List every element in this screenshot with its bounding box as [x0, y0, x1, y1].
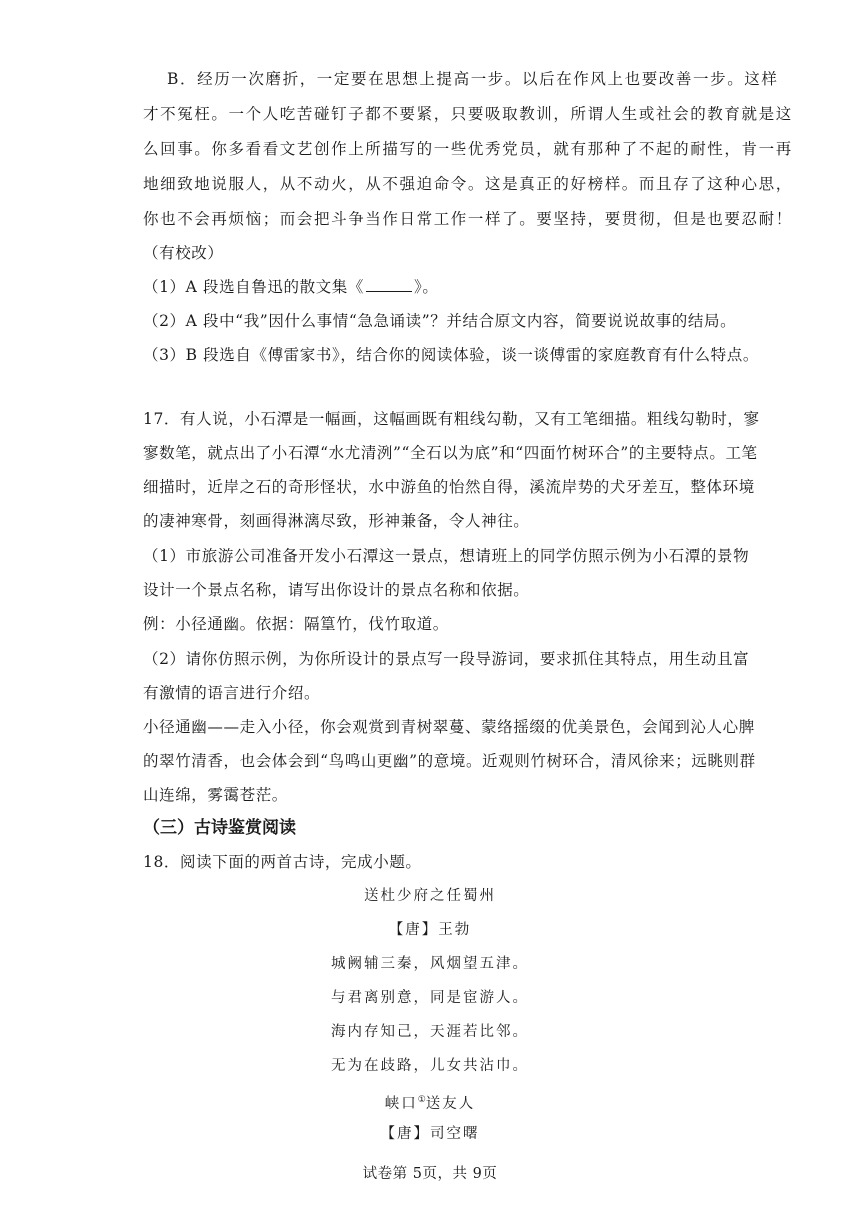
page-number: 试卷第 5页，共 9页 [362, 1166, 498, 1182]
poem2-title [0, 1090, 860, 1114]
poem1-line-1: 城阙辅三秦，风烟望五津。 [331, 956, 529, 972]
answer-blank [366, 277, 412, 292]
poem2-author: 【唐】司空曙 [380, 1126, 480, 1142]
section-heading: （三）古诗鉴赏阅读 [143, 818, 296, 838]
q17-intro-line-3: 细描时，近岸之石的奇形怪状，水中游鱼的怡然自得，溪流岸势的犬牙差互，整体环境 [143, 478, 755, 496]
passage-b-line-5: 你也不会再烦恼；而会把斗争当作日常工作一样了。要坚持，要贯彻，但是也要忍耐！ [143, 210, 793, 228]
q17-example: 例：小径通幽。依据：隔篁竹，伐竹取道。 [143, 615, 449, 633]
passage-b-line-3: 么回事。你多看看文艺创作上所描写的一些优秀党员，就有那种了不起的耐性，肯一再 [143, 140, 793, 158]
passage-b-note: （有校改） [143, 244, 224, 262]
q17-sub2-line-2: 有激情的语言进行介绍。 [143, 684, 321, 702]
poem1-line-3: 海内存知己，天涯若比邻。 [331, 1024, 529, 1040]
q17-intro-line-2: 寥数笔，就点出了小石潭“水尤清洌”“全石以为底”和“四面竹树环合”的主要特点。工笔 [143, 444, 758, 462]
q16-sub1-end: 》。 [413, 278, 439, 296]
poem2-title-end: 送友人 [425, 1095, 476, 1112]
poem1-line-4: 无为在歧路，儿女共沾巾。 [331, 1058, 529, 1074]
q16-sub1 [143, 277, 723, 297]
q17-sample-line-1: 小径通幽——走入小径，你会观赏到青树翠蔓、蒙络摇缀的优美景色，会闻到沁人心脾 [143, 718, 755, 736]
passage-b-line-1: B．经历一次磨折，一定要在思想上提高一步。以后在作风上也要改善一步。这样 [167, 70, 779, 88]
q17-sample-line-3: 山连绵，雾霭苍茫。 [143, 786, 288, 804]
q17-intro-line-4: 的凄神寒骨，刻画得淋漓尽致，形神兼备，令人神往。 [143, 512, 530, 530]
q18-intro: 18．阅读下面的两首古诗，完成小题。 [143, 853, 422, 871]
passage-b-line-4: 地细致地说服人，从不动火，从不强迫命令。这是真正的好榜样。而且存了这种心思， [143, 175, 793, 193]
q16-sub2: （2）A 段中“我”因什么事情“急急诵读”？并结合原文内容，简要说说故事的结局。 [143, 312, 737, 330]
poem1-line-2: 与君离别意，同是宦游人。 [331, 990, 529, 1006]
poem2-title-start: 峡口 [384, 1095, 418, 1112]
q16-sub1-text: （1）A 段选自鲁迅的散文集《 [143, 278, 364, 296]
q16-sub3: （3）B 段选自《傅雷家书》，结合你的阅读体验，谈一谈傅雷的家庭教育有什么特点。 [143, 346, 759, 364]
q17-intro-line-1: 17．有人说，小石潭是一幅画，这幅画既有粗线勾勒，又有工笔细描。粗线勾勒时，寥 [143, 410, 760, 428]
poem1-title: 送杜少府之任蜀州 [364, 888, 496, 904]
q17-sample-line-2: 的翠竹清香，也会体会到“鸟鸣山更幽”的意境。近观则竹树环合，清风徐来；远眺则群 [143, 752, 756, 770]
poem1-author: 【唐】王勃 [388, 922, 472, 938]
passage-b-line-2: 才不冤枉。一个人吃苦碰钉子都不要紧，只要吸取教训，所谓人生或社会的教育就是这 [143, 105, 793, 123]
footnote-marker: ① [417, 1095, 426, 1105]
q17-sub1-line-1: （1）市旅游公司准备开发小石潭这一景点，想请班上的同学仿照示例为小石潭的景物 [143, 547, 750, 565]
q17-sub2-line-1: （2）请你仿照示例，为你所设计的景点写一段导游词，要求抓住其特点，用生动且富 [143, 650, 750, 668]
q17-sub1-line-2: 设计一个景点名称，请写出你设计的景点名称和依据。 [143, 581, 530, 599]
